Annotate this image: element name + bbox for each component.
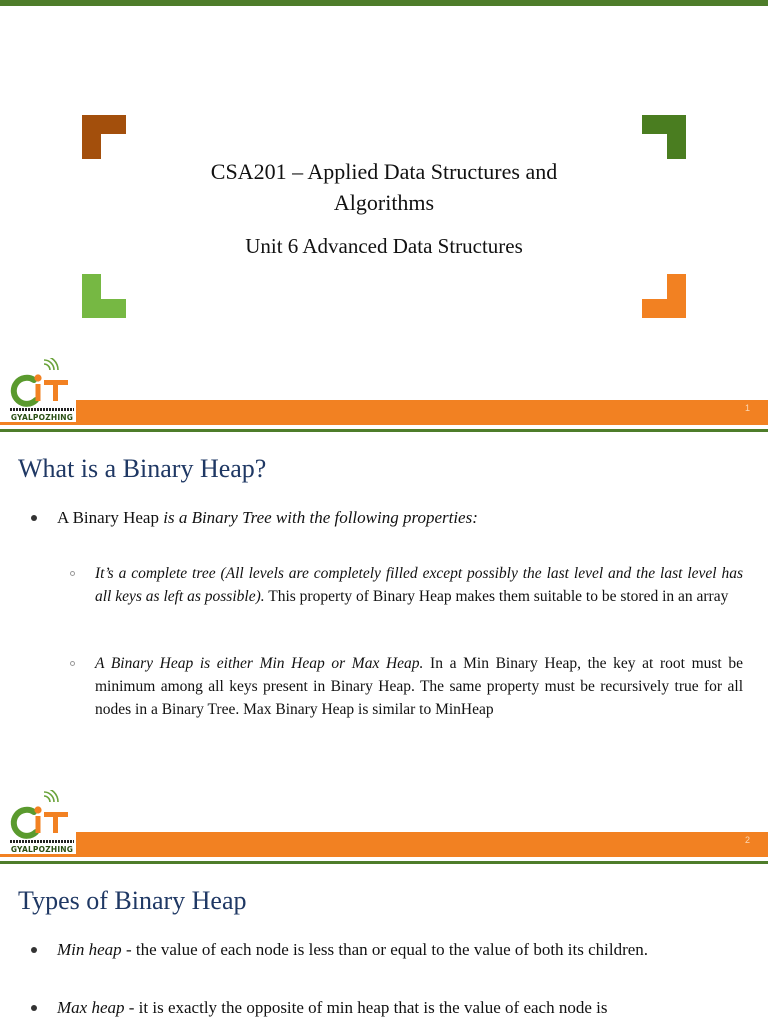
bullet-text-italic: is a Binary Tree with the following properties: xyxy=(163,508,478,527)
course-title-line1: CSA201 – Applied Data Structures and xyxy=(210,159,558,184)
sub-bullet-text: This property of Binary Heap makes them suitable to be stored in an array xyxy=(264,588,729,605)
unit-title: Advanced Data Structures xyxy=(298,234,523,258)
page-number: 1 xyxy=(744,403,750,413)
title-block xyxy=(130,156,638,259)
unit-subtitle xyxy=(130,234,638,259)
corner-bracket-bottom-right xyxy=(642,274,686,318)
footer-orange-line xyxy=(0,422,768,425)
slide-footer xyxy=(0,400,768,432)
sub-bullet-text-italic: It’s a complete tree (All levels are completely filled except possibly the last level and the last level has all keys as left as possible). xyxy=(95,565,743,605)
bullet-text: - the value of each node is less than or equal to the value of both its children. xyxy=(121,940,649,959)
bullet-text: - it is exactly the opposite of min heap that is the value of each node is xyxy=(124,998,608,1017)
slide-footer xyxy=(0,832,768,864)
binary-heap-slide xyxy=(0,432,768,864)
corner-bracket-top-left xyxy=(82,115,126,159)
bullet-term: Min heap xyxy=(57,940,122,959)
course-title xyxy=(130,156,638,218)
slide-heading: What is a Binary Heap? xyxy=(18,454,267,483)
corner-bracket-top-right xyxy=(642,115,686,159)
bullet-item xyxy=(57,996,739,1019)
sub-bullet-item xyxy=(95,562,743,608)
bullet-item xyxy=(57,938,739,961)
page-number: 2 xyxy=(744,835,750,845)
footer-orange-band xyxy=(76,832,768,854)
unit-number: Unit 6 xyxy=(245,234,299,258)
sub-bullet-circle-icon xyxy=(70,571,75,576)
bullet-text: A Binary Heap xyxy=(57,508,164,527)
slide-heading: Types of Binary Heap xyxy=(18,886,247,915)
sub-bullet-item xyxy=(95,652,743,721)
sub-bullet-circle-icon xyxy=(70,661,75,666)
bullet-dot-icon xyxy=(31,1005,37,1011)
corner-bracket-bottom-left xyxy=(82,274,126,318)
bullet-item xyxy=(57,506,737,529)
types-of-heap-slide xyxy=(0,864,768,1024)
sub-bullet-text-italic: A Binary Heap is either Min Heap or Max Heap. xyxy=(95,655,424,672)
title-slide xyxy=(0,0,768,432)
bullet-dot-icon xyxy=(31,947,37,953)
bullet-term: Max heap xyxy=(57,998,125,1017)
sub-bullet-text: In a Min Binary Heap, the key at root must be minimum among all keys present in Binary Heap. The same property must be recursively true for all nodes in a Binary Tree. Max Binary Heap is similar to MinHeap xyxy=(95,655,743,718)
top-green-bar xyxy=(0,0,768,6)
logo-name: GYALPOZHING xyxy=(10,845,74,854)
footer-orange-line xyxy=(0,854,768,857)
course-title-line2: Algorithms xyxy=(333,190,435,215)
bullet-dot-icon xyxy=(31,515,37,521)
logo-name: GYALPOZHING xyxy=(10,413,74,422)
footer-orange-band xyxy=(76,400,768,422)
